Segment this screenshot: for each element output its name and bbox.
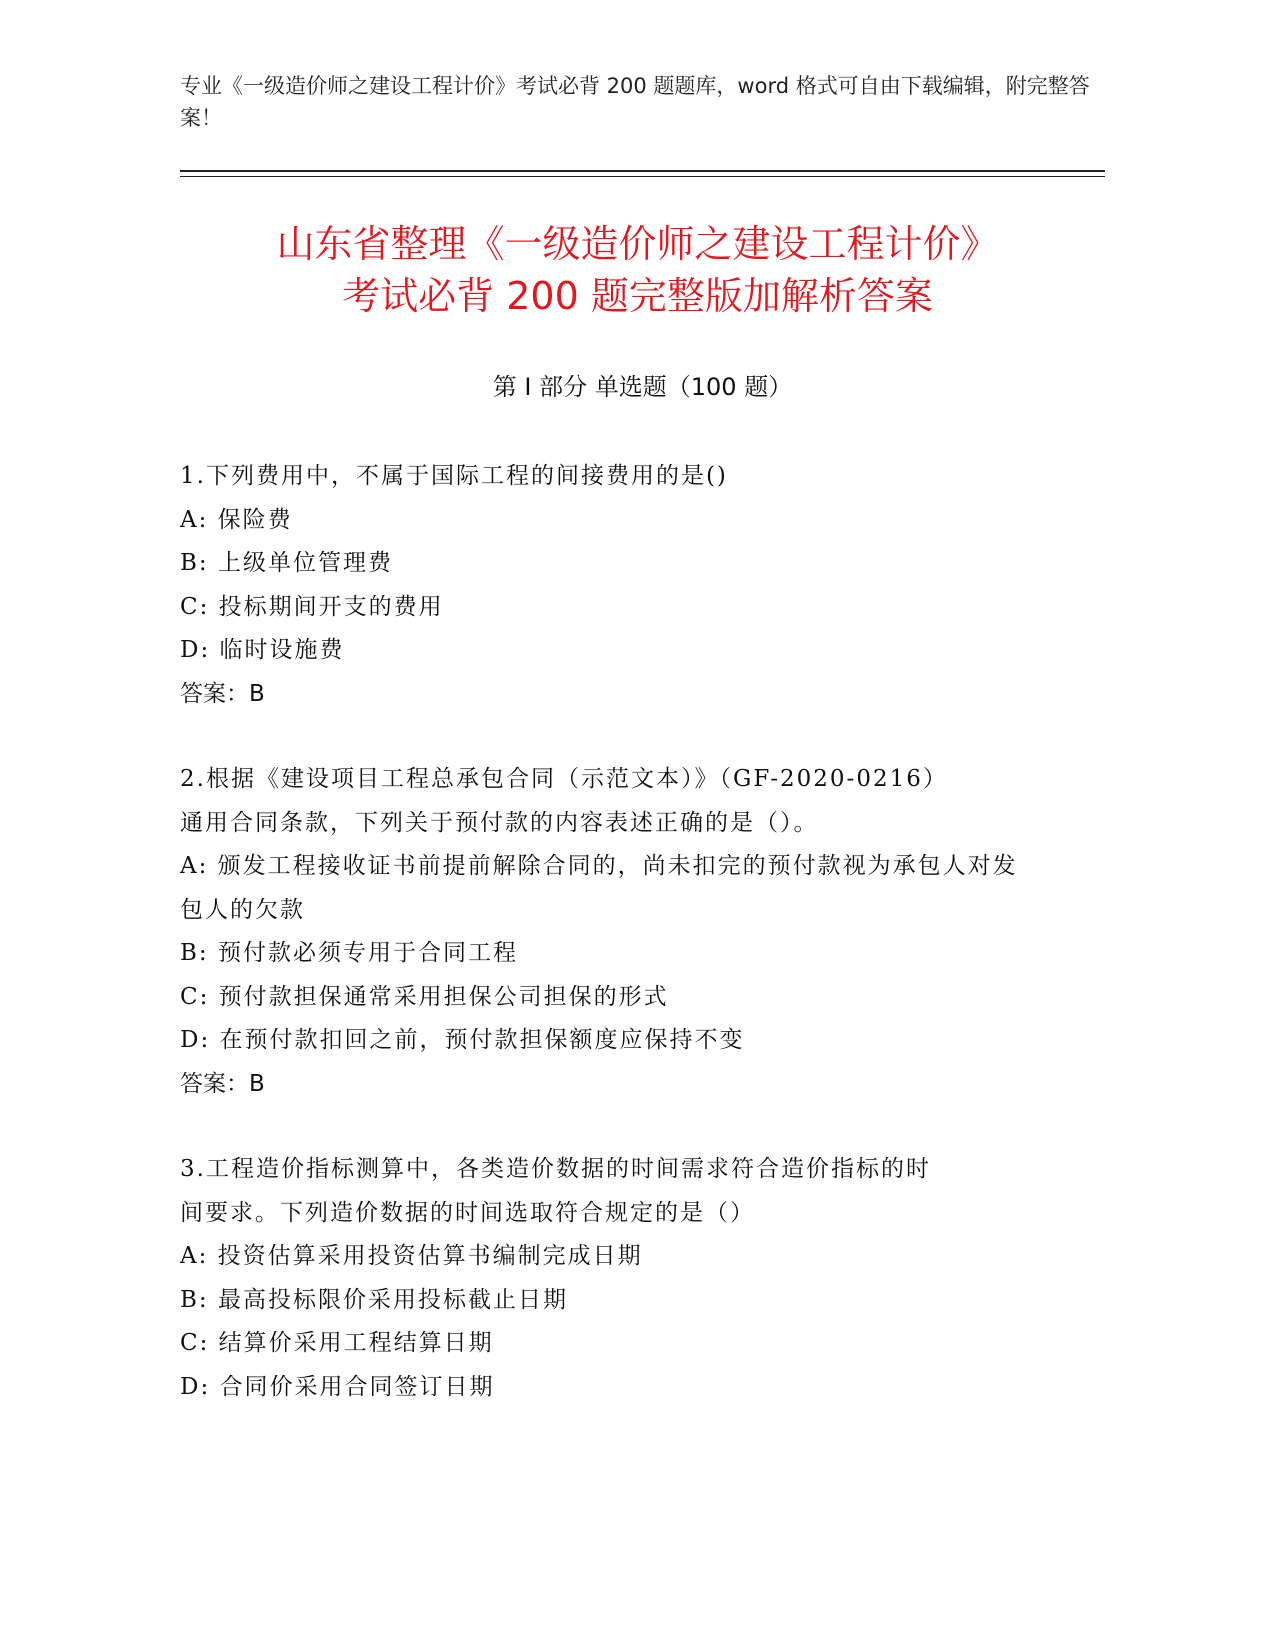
option-label: A: (180, 853, 209, 879)
section-heading: 第 I 部分 单选题（100 题） (492, 373, 793, 401)
option-a (180, 845, 1040, 932)
option-c (180, 976, 1040, 1020)
option-d (180, 1019, 1040, 1063)
option-text: 最高投标限价采用投标截止日期 (217, 1286, 568, 1313)
option-label: C: (180, 983, 210, 1010)
document-title (140, 218, 1135, 322)
option-text: 上级单位管理费 (217, 550, 393, 576)
answer-prefix: 答案： (180, 680, 249, 707)
option-a (180, 1235, 1040, 1279)
question-3 (180, 1148, 1040, 1409)
option-text: 结算价采用工程结算日期 (218, 1330, 494, 1356)
option-b (180, 932, 1040, 976)
option-label: D: (180, 637, 211, 663)
question-1 (180, 455, 1040, 716)
option-label: B: (180, 1286, 209, 1313)
question-stem: 2.根据《建设项目工程总承包合同（示范文本）》（GF-2020-0216） (180, 766, 948, 792)
question-stem-continued: 通用合同条款，下列关于预付款的内容表述正确的是（）。 (180, 809, 819, 836)
option-label: D: (180, 1373, 211, 1400)
title-line-1: 山东省整理《一级造价师之建设工程计价》 (276, 222, 999, 266)
question-stem: 1.下列费用中，不属于国际工程的间接费用的是() (180, 463, 728, 489)
option-text: 颁发工程接收证书前提前解除合同的，尚未扣完的预付款视为承包人对发包人的欠款 (180, 853, 1018, 923)
answer-value: B (249, 680, 265, 707)
header-divider-thick (180, 170, 1105, 172)
option-text: 投资估算采用投资估算书编制完成日期 (217, 1243, 643, 1269)
question-2 (180, 758, 1040, 1106)
answer-line (180, 673, 1040, 717)
option-c (180, 586, 1040, 630)
answer-value: B (249, 1070, 265, 1097)
title-line-2: 考试必背 200 题完整版加解析答案 (342, 274, 933, 318)
option-text: 临时设施费 (219, 637, 345, 663)
header-note: 专业《一级造价师之建设工程计价》考试必背 200 题题库，word 格式可自由下载编辑，附完整答案！ (180, 74, 1090, 130)
option-text: 投标期间开支的费用 (218, 593, 444, 620)
option-label: A: (180, 506, 209, 533)
option-text: 在预付款扣回之前，预付款担保额度应保持不变 (219, 1027, 745, 1053)
option-text: 合同价采用合同签订日期 (219, 1373, 495, 1400)
header-divider-thin (180, 176, 1105, 177)
option-d (180, 1366, 1040, 1410)
answer-line (180, 1063, 1040, 1107)
question-stem-continued: 间要求。下列造价数据的时间选取符合规定的是（） (180, 1199, 755, 1226)
option-text: 预付款必须专用于合同工程 (217, 940, 518, 966)
answer-prefix: 答案： (180, 1070, 249, 1097)
option-label: B: (180, 940, 209, 966)
option-d (180, 629, 1040, 673)
option-b (180, 542, 1040, 586)
option-text: 预付款担保通常采用担保公司担保的形式 (218, 983, 669, 1010)
question-stem: 3.工程造价指标测算中，各类造价数据的时间需求符合造价指标的时 (180, 1156, 931, 1182)
option-a (180, 499, 1040, 543)
question-list (180, 455, 1040, 1451)
option-label: D: (180, 1027, 211, 1053)
option-c (180, 1322, 1040, 1366)
option-label: A: (180, 1243, 209, 1269)
option-label: C: (180, 593, 210, 620)
option-label: B: (180, 550, 209, 576)
option-text: 保险费 (217, 506, 293, 533)
option-label: C: (180, 1330, 210, 1356)
option-b (180, 1279, 1040, 1323)
